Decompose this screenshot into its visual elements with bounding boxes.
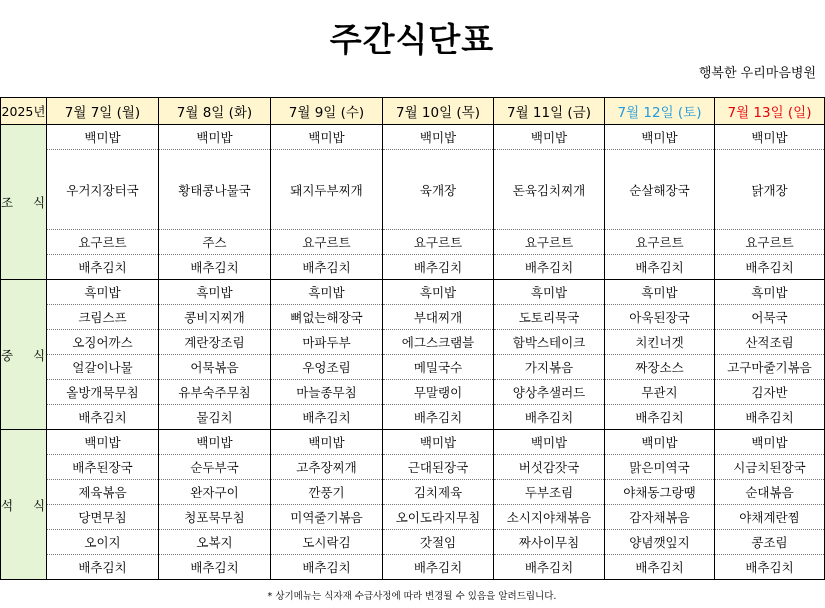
- menu-cell: 배추김치: [494, 555, 605, 580]
- menu-cell: 감자채볶음: [605, 505, 715, 530]
- menu-cell: 김치제육: [383, 480, 494, 505]
- menu-cell: 올방개묵무침: [47, 380, 159, 405]
- table-row: [1, 330, 825, 355]
- table-row: [1, 455, 825, 480]
- menu-cell: 배추김치: [159, 555, 271, 580]
- menu-cell: 양념깻잎지: [605, 530, 715, 555]
- menu-cell: 백미밥: [383, 125, 494, 150]
- day-header: 7월 12일 (토): [605, 98, 715, 125]
- table-row: [1, 355, 825, 380]
- table-row: [1, 280, 825, 305]
- menu-cell: 흑미밥: [494, 280, 605, 305]
- menu-cell: 아욱된장국: [605, 305, 715, 330]
- table-row: [1, 555, 825, 580]
- menu-cell: 흑미밥: [383, 280, 494, 305]
- day-header: 7월 10일 (목): [383, 98, 494, 125]
- menu-cell: 깐풍기: [271, 480, 383, 505]
- menu-cell: 흑미밥: [47, 280, 159, 305]
- menu-cell: 야채동그랑땡: [605, 480, 715, 505]
- menu-cell: 오이지: [47, 530, 159, 555]
- menu-cell: 배추된장국: [47, 455, 159, 480]
- table-row: [1, 305, 825, 330]
- menu-cell: 돼지두부찌개: [271, 150, 383, 230]
- menu-cell: 소시지야채볶음: [494, 505, 605, 530]
- menu-cell: 짜사이무침: [494, 530, 605, 555]
- menu-cell: 어묵국: [715, 305, 825, 330]
- menu-cell: 오복지: [159, 530, 271, 555]
- menu-cell: 백미밥: [494, 430, 605, 455]
- menu-cell: 배추김치: [47, 405, 159, 430]
- menu-cell: 백미밥: [271, 125, 383, 150]
- menu-cell: 배추김치: [605, 555, 715, 580]
- menu-cell: 도토리묵국: [494, 305, 605, 330]
- menu-cell: 배추김치: [383, 255, 494, 280]
- menu-cell: 흑미밥: [605, 280, 715, 305]
- menu-cell: 두부조림: [494, 480, 605, 505]
- table-row: [1, 505, 825, 530]
- menu-cell: 순살해장국: [605, 150, 715, 230]
- meal-label: 중 식: [1, 280, 47, 430]
- menu-cell: 요구르트: [47, 230, 159, 255]
- menu-cell: 백미밥: [715, 430, 825, 455]
- day-header: 7월 7일 (월): [47, 98, 159, 125]
- menu-cell: 배추김치: [271, 255, 383, 280]
- menu-cell: 제육볶음: [47, 480, 159, 505]
- menu-cell: 콩비지찌개: [159, 305, 271, 330]
- menu-cell: 육개장: [383, 150, 494, 230]
- menu-cell: 가지볶음: [494, 355, 605, 380]
- day-header: 7월 13일 (일): [715, 98, 825, 125]
- menu-cell: 마파두부: [271, 330, 383, 355]
- menu-cell: 요구르트: [494, 230, 605, 255]
- menu-cell: 닭개장: [715, 150, 825, 230]
- menu-cell: 순대볶음: [715, 480, 825, 505]
- menu-cell: 고구마줄기볶음: [715, 355, 825, 380]
- menu-cell: 오이도라지무침: [383, 505, 494, 530]
- menu-cell: 배추김치: [605, 255, 715, 280]
- menu-cell: 돈육김치찌개: [494, 150, 605, 230]
- menu-cell: 계란장조림: [159, 330, 271, 355]
- menu-cell: 배추김치: [271, 555, 383, 580]
- menu-cell: 유부숙주무침: [159, 380, 271, 405]
- menu-cell: 배추김치: [383, 405, 494, 430]
- menu-cell: 백미밥: [494, 125, 605, 150]
- menu-cell: 물김치: [159, 405, 271, 430]
- menu-cell: 백미밥: [383, 430, 494, 455]
- header-row: [1, 98, 825, 125]
- menu-cell: 미역줄기볶음: [271, 505, 383, 530]
- menu-cell: 김자반: [715, 380, 825, 405]
- menu-cell: 고추장찌개: [271, 455, 383, 480]
- menu-cell: 백미밥: [159, 125, 271, 150]
- menu-cell: 백미밥: [159, 430, 271, 455]
- menu-cell: 배추김치: [605, 405, 715, 430]
- menu-cell: 백미밥: [47, 125, 159, 150]
- menu-cell: 근대된장국: [383, 455, 494, 480]
- table-row: [1, 230, 825, 255]
- menu-cell: 배추김치: [715, 555, 825, 580]
- menu-cell: 요구르트: [271, 230, 383, 255]
- day-header: 7월 8일 (화): [159, 98, 271, 125]
- menu-cell: 배추김치: [271, 405, 383, 430]
- menu-cell: 배추김치: [383, 555, 494, 580]
- menu-cell: 마늘종무침: [271, 380, 383, 405]
- menu-cell: 배추김치: [159, 255, 271, 280]
- menu-cell: 에그스크램블: [383, 330, 494, 355]
- meal-label: 조 식: [1, 125, 47, 280]
- table-row: [1, 380, 825, 405]
- day-header: 7월 9일 (수): [271, 98, 383, 125]
- menu-cell: 뼈없는해장국: [271, 305, 383, 330]
- table-row: [1, 405, 825, 430]
- menu-cell: 백미밥: [47, 430, 159, 455]
- hospital-name: 행복한 우리마음병원: [698, 66, 816, 81]
- year-label: 2025년: [1, 98, 47, 125]
- menu-cell: 백미밥: [605, 430, 715, 455]
- menu-cell: 짜장소스: [605, 355, 715, 380]
- menu-cell: 흑미밥: [715, 280, 825, 305]
- table-row: [1, 480, 825, 505]
- menu-cell: 요구르트: [605, 230, 715, 255]
- menu-cell: 버섯감잣국: [494, 455, 605, 480]
- weekly-menu-table: [0, 97, 825, 580]
- menu-cell: 완자구이: [159, 480, 271, 505]
- menu-cell: 무관지: [605, 380, 715, 405]
- menu-cell: 청포묵무침: [159, 505, 271, 530]
- menu-cell: 시금치된장국: [715, 455, 825, 480]
- menu-cell: 요구르트: [715, 230, 825, 255]
- menu-cell: 부대찌개: [383, 305, 494, 330]
- day-header: 7월 11일 (금): [494, 98, 605, 125]
- menu-cell: 흑미밥: [271, 280, 383, 305]
- menu-cell: 우거지장터국: [47, 150, 159, 230]
- menu-cell: 어묵볶음: [159, 355, 271, 380]
- menu-cell: 치킨너겟: [605, 330, 715, 355]
- menu-cell: 배추김치: [47, 255, 159, 280]
- menu-cell: 배추김치: [47, 555, 159, 580]
- menu-cell: 백미밥: [605, 125, 715, 150]
- menu-cell: 황태콩나물국: [159, 150, 271, 230]
- menu-cell: 크림스프: [47, 305, 159, 330]
- table-row: [1, 530, 825, 555]
- menu-cell: 백미밥: [715, 125, 825, 150]
- meal-label: 석 식: [1, 430, 47, 580]
- menu-cell: 야채계란찜: [715, 505, 825, 530]
- menu-cell: 요구르트: [383, 230, 494, 255]
- menu-cell: 함박스테이크: [494, 330, 605, 355]
- menu-cell: 무말랭이: [383, 380, 494, 405]
- menu-cell: 배추김치: [715, 255, 825, 280]
- menu-cell: 콩조림: [715, 530, 825, 555]
- table-row: [1, 430, 825, 455]
- menu-cell: 양상추샐러드: [494, 380, 605, 405]
- menu-cell: 순두부국: [159, 455, 271, 480]
- menu-cell: 백미밥: [271, 430, 383, 455]
- menu-cell: 메밀국수: [383, 355, 494, 380]
- menu-cell: 주스: [159, 230, 271, 255]
- menu-cell: 산적조림: [715, 330, 825, 355]
- menu-cell: 배추김치: [494, 255, 605, 280]
- menu-cell: 맑은미역국: [605, 455, 715, 480]
- menu-cell: 배추김치: [715, 405, 825, 430]
- menu-cell: 우엉조림: [271, 355, 383, 380]
- menu-cell: 배추김치: [494, 405, 605, 430]
- menu-cell: 얼갈이나물: [47, 355, 159, 380]
- table-row: [1, 125, 825, 150]
- table-row: [1, 255, 825, 280]
- menu-cell: 흑미밥: [159, 280, 271, 305]
- menu-cell: 당면무침: [47, 505, 159, 530]
- menu-cell: 갓절임: [383, 530, 494, 555]
- menu-cell: 도시락김: [271, 530, 383, 555]
- menu-cell: 오징어까스: [47, 330, 159, 355]
- table-row: [1, 150, 825, 230]
- page-title: 주간식단표: [329, 20, 495, 59]
- footnote: * 상기메뉴는 식자재 수급사정에 따라 변경될 수 있음을 알려드립니다.: [267, 591, 557, 602]
